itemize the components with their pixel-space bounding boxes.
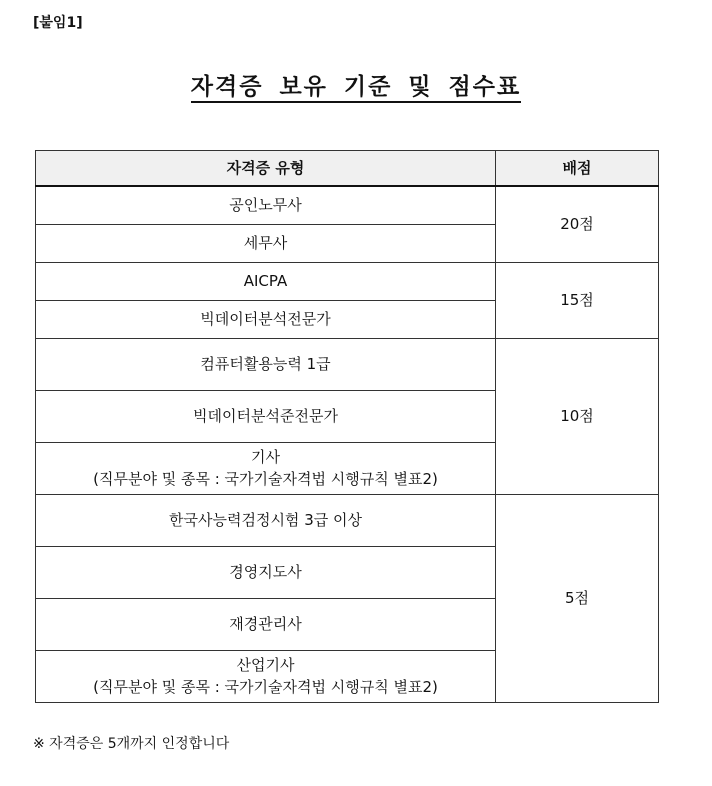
- attachment-label: [붙임1]: [33, 15, 83, 31]
- page-title: 자격증 보유 기준 및 점수표: [191, 74, 521, 103]
- cert-name: 산업기사: [236, 656, 295, 674]
- cert-name-multiline: [36, 442, 496, 494]
- header-score: 배점: [496, 151, 659, 187]
- score-cell: 20점: [496, 186, 659, 262]
- cert-name-multiline: [36, 650, 496, 702]
- cert-name: 한국사능력검정시험 3급 이상: [36, 494, 496, 546]
- footnote: ※ 자격증은 5개까지 인정합니다: [33, 736, 230, 752]
- table-row: [36, 186, 659, 224]
- score-table: [35, 150, 659, 703]
- table-row: [36, 494, 659, 546]
- table-row: [36, 338, 659, 390]
- cert-note: (직무분야 및 종목 : 국가기술자격법 시행규칙 별표2): [93, 678, 438, 696]
- cert-name: 빅데이터분석전문가: [36, 300, 496, 338]
- cert-name: 빅데이터분석준전문가: [36, 390, 496, 442]
- score-cell: 10점: [496, 338, 659, 494]
- cert-name: 세무사: [36, 224, 496, 262]
- table-row: [36, 262, 659, 300]
- cert-name: 경영지도사: [36, 546, 496, 598]
- cert-note: (직무분야 및 종목 : 국가기술자격법 시행규칙 별표2): [93, 470, 438, 488]
- score-cell: 5점: [496, 494, 659, 702]
- cert-name: 기사: [251, 448, 280, 466]
- page-title-wrap: [0, 68, 712, 101]
- header-type: 자격증 유형: [36, 151, 496, 187]
- score-cell: 15점: [496, 262, 659, 338]
- cert-name: 컴퓨터활용능력 1급: [36, 338, 496, 390]
- cert-name: 공인노무사: [36, 186, 496, 224]
- cert-name: AICPA: [36, 262, 496, 300]
- cert-name: 재경관리사: [36, 598, 496, 650]
- table-header-row: [36, 151, 659, 187]
